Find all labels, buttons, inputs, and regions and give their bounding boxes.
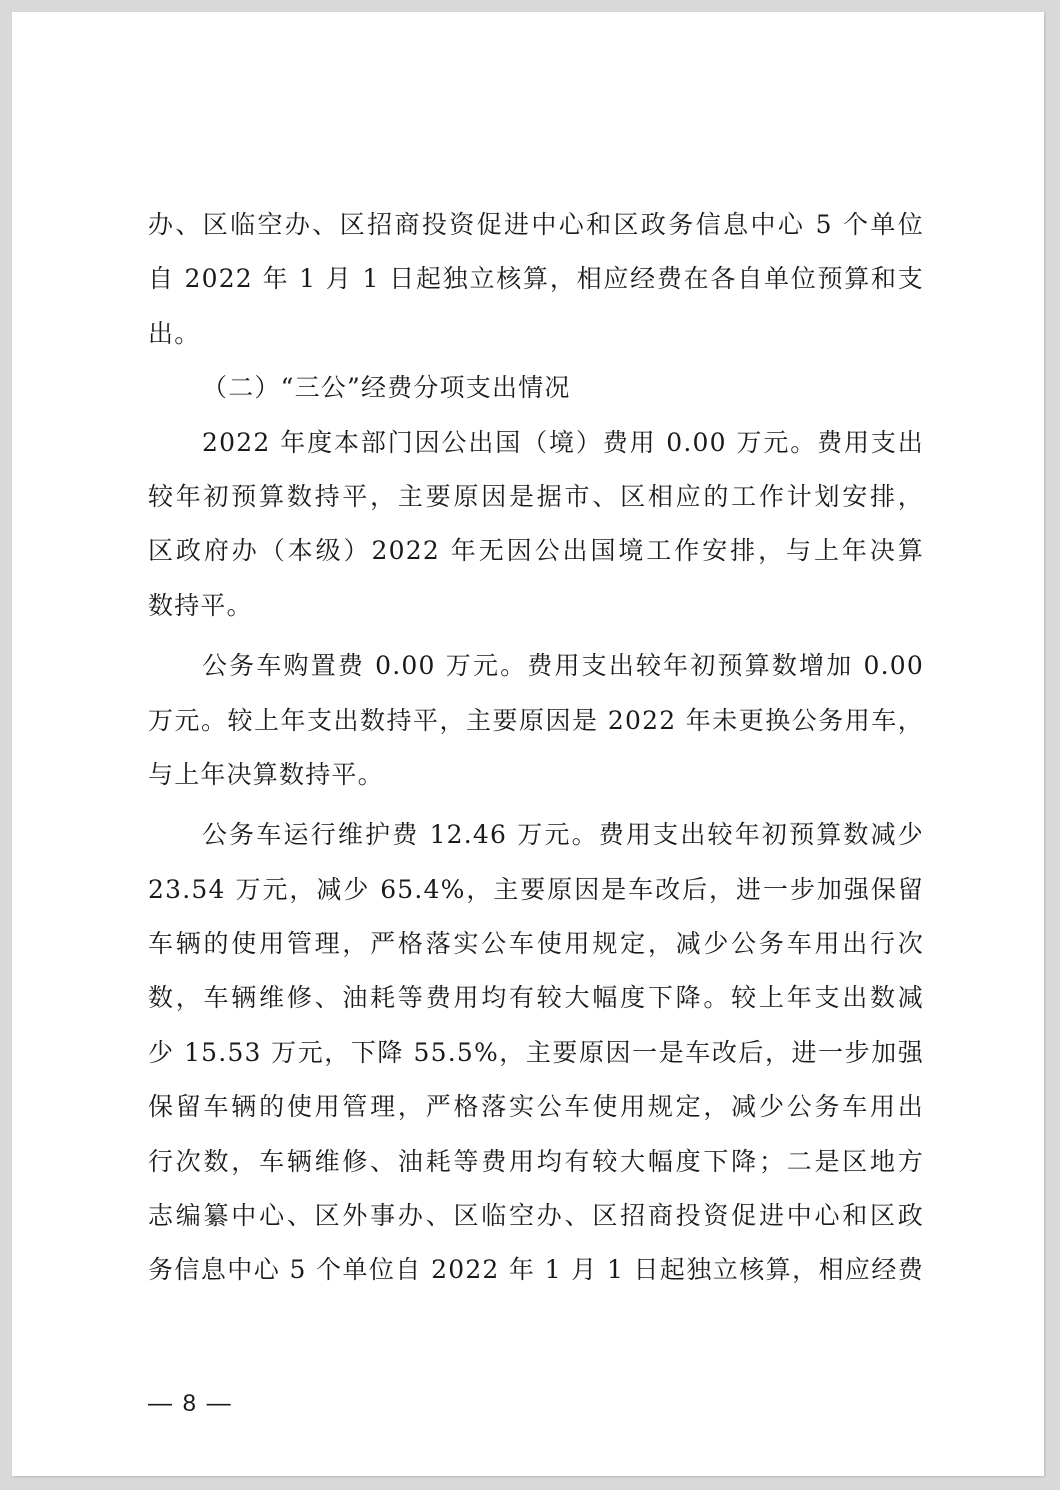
text-line: 万元。较上年支出数持平，主要原因是 2022 年未更换公务用车， <box>148 705 924 735</box>
text-line: 数持平。 <box>148 590 253 620</box>
text-line: 数，车辆维修、油耗等费用均有较大幅度下降。较上年支出数减 <box>148 983 924 1013</box>
text-line: 志编纂中心、区外事办、区临空办、区招商投资促进中心和区政 <box>148 1201 924 1231</box>
text-line: 出。 <box>148 318 201 348</box>
text-line: 车辆的使用管理，严格落实公车使用规定，减少公务车用出行次 <box>148 929 924 959</box>
section-heading: （二）“三公”经费分项支出情况 <box>202 373 571 403</box>
text-line: 与上年决算数持平。 <box>148 759 384 789</box>
text-line: 较年初预算数持平，主要原因是据市、区相应的工作计划安排， <box>148 481 924 511</box>
text-line: 23.54 万元，减少 65.4%，主要原因是车改后，进一步加强保留 <box>148 874 924 904</box>
text-line: 少 15.53 万元，下降 55.5%，主要原因一是车改后，进一步加强 <box>148 1037 924 1067</box>
text-line: 公务车运行维护费 12.46 万元。费用支出较年初预算数减少 <box>202 820 924 850</box>
text-line: 办、区临空办、区招商投资促进中心和区政务信息中心 5 个单位 <box>148 210 924 239</box>
text-line: 公务车购置费 0.00 万元。费用支出较年初预算数增加 0.00 <box>202 651 924 681</box>
text-line: 行次数，车辆维修、油耗等费用均有较大幅度下降；二是区地方 <box>148 1146 924 1176</box>
text-line: 区政府办（本级）2022 年无因公出国境工作安排，与上年决算 <box>148 536 924 566</box>
text-line: 务信息中心 5 个单位自 2022 年 1 月 1 日起独立核算，相应经费 <box>148 1255 924 1285</box>
document-body <box>148 198 924 1298</box>
text-line: 2022 年度本部门因公出国（境）费用 0.00 万元。费用支出 <box>202 427 924 457</box>
page-number: — 8 — <box>148 1390 233 1417</box>
document-page <box>12 12 1044 1476</box>
text-line: 保留车辆的使用管理，严格落实公车使用规定，减少公务车用出 <box>148 1092 924 1122</box>
text-line: 自 2022 年 1 月 1 日起独立核算，相应经费在各自单位预算和支 <box>148 264 924 294</box>
